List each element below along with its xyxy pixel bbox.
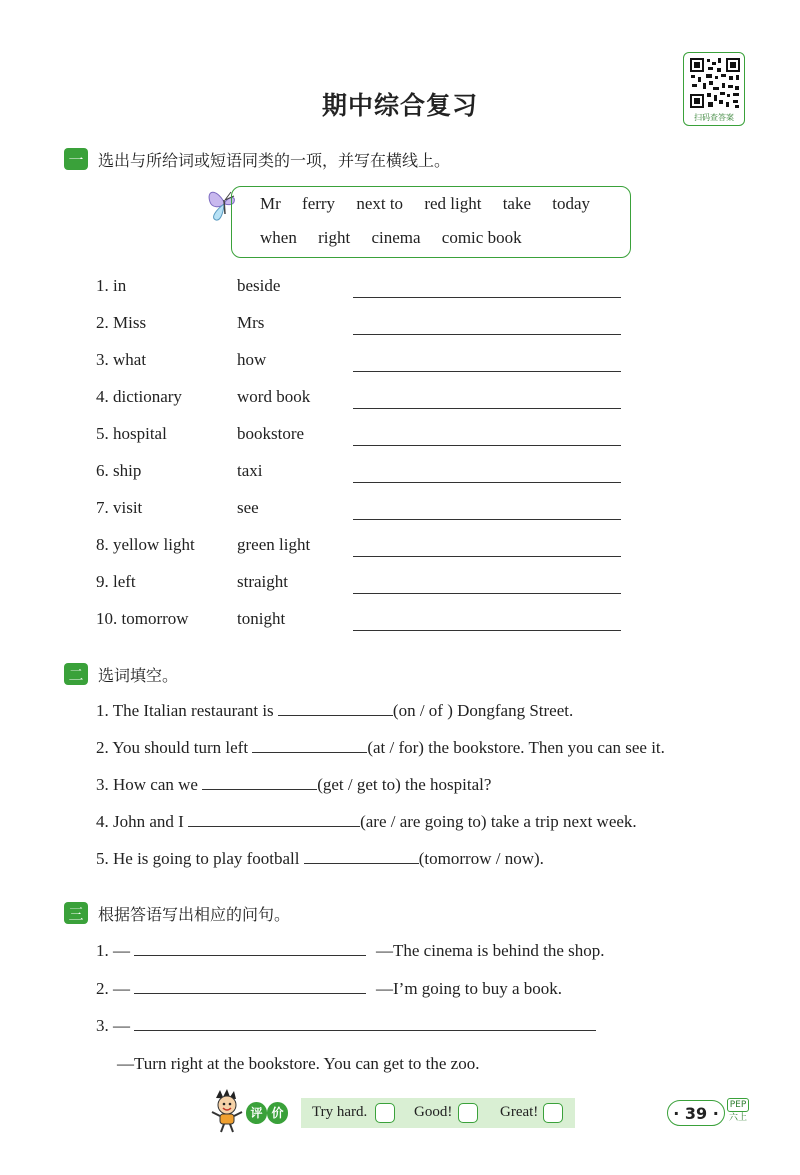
item-word-a: 4. dictionary [96,387,182,406]
exercise-2-item [96,775,491,795]
sentence-start: 5. He is going to play football [96,849,304,868]
item-word-a: 6. ship [96,461,142,480]
fill-blank[interactable] [304,850,419,864]
answer-text: —Turn right at the bookstore. You can get to the zoo. [117,1054,480,1073]
try-hard-checkbox[interactable] [375,1103,395,1123]
eval-char: 评 [246,1102,267,1124]
pep-label: PEP [727,1098,749,1112]
section-3-number: 三 [64,902,88,924]
section-3-header [64,901,290,925]
word-bank-word: next to [356,194,404,213]
item-word-b: Mrs [237,313,265,332]
page-title: 期中综合复习 [321,91,478,120]
fill-blank[interactable] [202,776,317,790]
item-number: 1. — [96,941,130,960]
evaluation-bar [301,1098,575,1128]
sentence-end: (are / are going to) take a trip next week. [360,812,637,831]
answer-line[interactable] [353,556,621,557]
page-number: · 39 · [667,1100,725,1126]
word-bank-word: cinema [371,228,421,247]
word-bank-word: red light [424,194,482,213]
item-word-a: 5. hospital [96,424,167,443]
exercise-2-item [96,701,573,721]
section-3-instruction: 根据答语写出相应的问句。 [98,904,291,924]
answer-line[interactable] [353,519,621,520]
item-word-a: 9. left [96,572,136,591]
exercise-3-item [96,979,562,999]
item-word-a: 3. what [96,350,147,369]
item-word-b: straight [237,572,288,591]
sentence-end: (on / of ) Dongfang Street. [392,701,574,720]
fill-blank[interactable] [188,813,360,827]
word-bank-word: today [552,194,591,213]
answer-line[interactable] [353,593,621,594]
item-word-b: taxi [237,461,263,480]
fill-blank[interactable] [252,739,367,753]
item-word-b: how [237,350,267,369]
word-bank-row-2 [260,228,539,248]
question-blank[interactable] [134,1017,596,1031]
section-1-instruction: 选出与所给词或短语同类的一项，并写在横线上。 [98,150,451,170]
answer-text: —The cinema is behind the shop. [376,941,605,960]
great-label: Great! [500,1104,539,1120]
good-label: Good! [414,1104,453,1120]
word-bank-word: ferry [302,194,336,213]
item-word-a: 10. tomorrow [96,609,189,628]
word-bank-word: comic book [441,228,522,247]
word-bank-word: take [502,194,532,213]
try-hard-label: Try hard. [312,1104,368,1120]
item-word-a: 8. yellow light [96,535,195,554]
item-word-b: word book [237,387,311,406]
answer-line[interactable] [353,630,621,631]
mascot-icon [208,1088,246,1134]
question-blank[interactable] [134,942,366,956]
sentence-start: 3. How can we [96,775,203,794]
word-bank [231,186,631,258]
item-word-a: 1. in [96,276,127,295]
sentence-end: (at / for) the bookstore. Then you can see it. [367,738,665,757]
evaluation-label [246,1102,290,1124]
sentence-start: 2. You should turn left [96,738,253,757]
answer-text: —I’m going to buy a book. [376,979,563,998]
exercise-2-item [96,849,544,869]
word-bank-word: Mr [260,194,281,213]
sentence-start: 1. The Italian restaurant is [96,701,278,720]
exercise-2-item [96,738,665,758]
word-bank-row-1 [260,194,607,214]
sentence-end: (tomorrow / now). [418,849,544,868]
eval-char: 价 [267,1102,288,1124]
exercise-2-item [96,812,637,832]
grade-label: 六上 [728,1113,747,1123]
exercise-3-item [96,1016,596,1036]
section-2-number: 二 [64,663,88,685]
section-2-instruction: 选词填空。 [98,665,179,685]
word-bank-word: when [260,228,297,247]
section-1-number: 一 [64,148,88,170]
item-word-b: see [237,498,259,517]
item-number: 3. — [96,1016,130,1035]
answer-line[interactable] [353,482,621,483]
section-2-header [64,662,178,686]
question-blank[interactable] [134,980,366,994]
item-word-b: bookstore [237,424,305,443]
edition-badge [727,1098,749,1124]
item-word-a: 2. Miss [96,313,147,332]
answer-line[interactable] [353,445,621,446]
qr-caption: 扫码查答案 [694,113,734,122]
item-word-b: tonight [237,609,286,628]
good-checkbox[interactable] [458,1103,478,1123]
great-checkbox[interactable] [543,1103,563,1123]
fill-blank[interactable] [278,702,393,716]
answer-line[interactable] [353,371,621,372]
sentence-start: 4. John and I [96,812,189,831]
item-word-b: green light [237,535,311,554]
sentence-end: (get / get to) the hospital? [317,775,492,794]
answer-line[interactable] [353,297,621,298]
item-word-a: 7. visit [96,498,143,517]
item-word-b: beside [237,276,281,295]
answer-line[interactable] [353,408,621,409]
exercise-3-answer [117,1054,479,1074]
answer-line[interactable] [353,334,621,335]
item-number: 2. — [96,979,130,998]
exercise-3-item [96,941,605,961]
word-bank-word: right [318,228,351,247]
section-1-header [64,147,450,171]
